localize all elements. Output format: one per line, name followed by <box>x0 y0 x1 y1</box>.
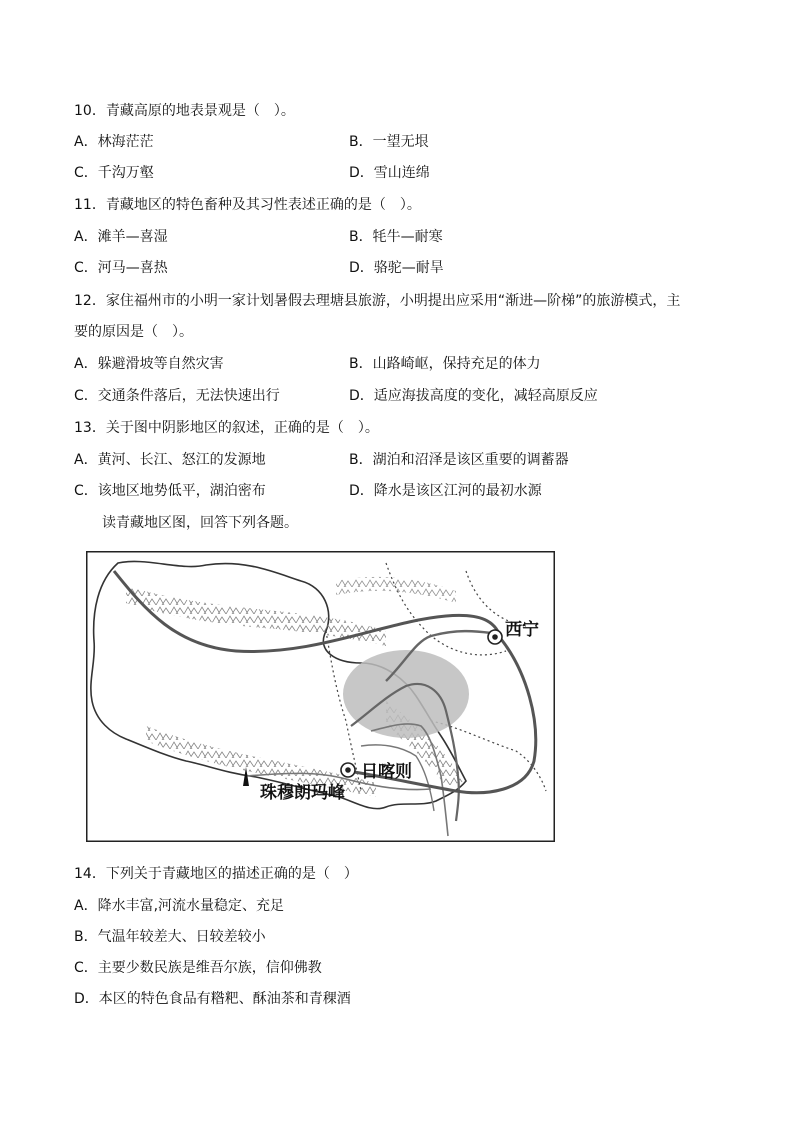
question-14-stem: 14．下列关于青藏地区的描述正确的是（ ） <box>74 866 358 882</box>
xining-marker <box>488 630 502 644</box>
question-14-option-d: D．本区的特色食品有糌粑、酥油茶和青稞酒 <box>74 991 351 1007</box>
question-11-stem: 11．青藏地区的特色畜种及其习性表述正确的是（ ）。 <box>74 197 421 213</box>
question-10-option-c: C．千沟万壑 <box>74 165 154 181</box>
question-11-option-b: B．牦牛—耐寒 <box>349 229 443 245</box>
question-12-option-c: C．交通条件落后，无法快速出行 <box>74 388 280 404</box>
question-10-option-d: D．雪山连绵 <box>349 165 430 181</box>
map-instruction: 读青藏地区图，回答下列各题。 <box>102 515 298 531</box>
question-10-option-b: B．一望无垠 <box>349 134 429 150</box>
question-14-option-a: A．降水丰富,河流水量稳定、充足 <box>74 898 285 914</box>
question-13-option-a: A．黄河、长江、怒江的发源地 <box>74 452 266 468</box>
xining-label: 西宁 <box>505 620 539 640</box>
question-11-option-c: C．河马—喜热 <box>74 260 168 276</box>
question-10-stem: 10．青藏高原的地表景观是（ ）。 <box>74 103 295 119</box>
question-13-option-d: D．降水是该区江河的最初水源 <box>349 483 542 499</box>
qinghai-tibet-map <box>86 551 555 842</box>
rikaze-label: 日喀则 <box>361 762 412 782</box>
question-13-option-c: C．该地区地势低平，湖泊密布 <box>74 483 266 499</box>
question-11-option-a: A．滩羊—喜湿 <box>74 229 168 245</box>
question-12-stem-line-1: 12．家住福州市的小明一家计划暑假去理塘县旅游，小明提出应采用“渐进—阶梯”的旅游模式，主 <box>74 293 681 309</box>
question-12-option-d: D．适应海拔高度的变化，减轻高原反应 <box>349 388 598 404</box>
question-12-stem-line-2: 要的原因是（ ）。 <box>74 324 193 340</box>
question-14-option-b: B．气温年较差大、日较差较小 <box>74 929 266 945</box>
everest-label: 珠穆朗玛峰 <box>260 783 345 803</box>
question-13-option-b: B．湖泊和沼泽是该区重要的调蓄器 <box>349 452 569 468</box>
question-10-option-a: A．林海茫茫 <box>74 134 154 150</box>
question-12-option-a: A．躲避滑坡等自然灾害 <box>74 356 224 372</box>
rikaze-marker <box>341 763 355 777</box>
question-12-option-b: B．山路崎岖，保持充足的体力 <box>349 356 541 372</box>
question-13-stem: 13．关于图中阴影地区的叙述，正确的是（ ）。 <box>74 420 379 436</box>
question-11-option-d: D．骆驼—耐旱 <box>349 260 444 276</box>
question-14-option-c: C．主要少数民族是维吾尔族，信仰佛教 <box>74 960 322 976</box>
